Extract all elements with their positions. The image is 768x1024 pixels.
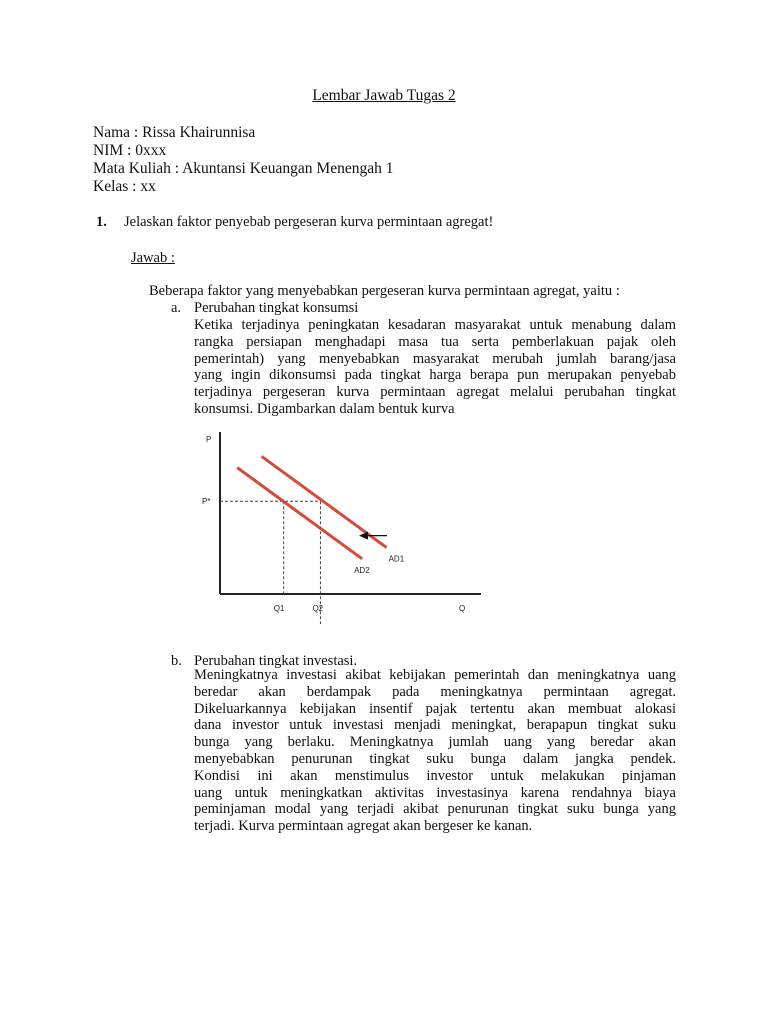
paragraph-line: terjadinya pergeseran kurva permintaan agregat melalui perubahan tingkat [194,384,676,401]
x-tick-label: Q1 [273,604,285,613]
paragraph-line: Meningkatnya investasi akibat kebijakan pemerintah dan meningkatnya uang [194,667,676,683]
item-a-letter: a. [171,300,182,316]
paragraph-line: peminjaman modal yang terjadi akibat penurunan tingkat suku bunga yang [194,801,676,818]
page-title: Lembar Jawab Tugas 2 [312,87,456,104]
paragraph-line: menyebabkan penurunan tingkat suku bunga dalam jangka pendek. [194,750,676,767]
paragraph-line: konsumsi. Digambarkan dalam bentuk kurva [194,400,455,417]
item-b-paragraph [194,667,676,835]
ad2-curve [237,468,362,559]
class-name: Kelas : xx [93,178,156,195]
paragraph-line: rangka persiapan menghadapi masa tua serta pemberlakuan pajak oleh [194,333,676,350]
ad2-label: AD2 [354,565,370,575]
item-b-letter: b. [171,653,182,669]
paragraph-line: uang untuk meningkatkan aktivitas investasinya karena rendahnya biaya [194,784,676,801]
paragraph-line: beredar akan berdampak pada meningkatnya permintaan agregat. [194,683,676,700]
item-a-paragraph [194,317,676,418]
paragraph-line: Dikeluarkannya kebijakan insentif pajak tertentu akan membuat alokasi [194,700,676,717]
paragraph-line: pemerintah) yang menyebabkan masyarakat merubah jumlah barang/jasa [194,350,676,367]
x-tick-label: Q2 [312,604,324,613]
student-nim: NIM : 0xxx [93,142,167,159]
paragraph-line: Kondisi ini akan menstimulus investor untuk melakukan pinjaman [194,767,676,784]
question-number: 1. [96,214,107,230]
ad1-label: AD1 [388,554,405,564]
answer-label: Jawab : [131,250,175,266]
paragraph-line: Ketika terjadinya peningkatan kesadaran masyarakat untuk menabung dalam [194,317,676,333]
question-text: Jelaskan faktor penyebab pergeseran kurva permintaan agregat! [124,214,494,230]
student-info [93,124,393,196]
item-b-title: Perubahan tingkat investasi. [194,653,358,669]
item-a-title: Perubahan tingkat konsumsi [194,300,359,316]
course-name: Mata Kuliah : Akuntansi Keuangan Menengah 1 [93,160,394,177]
y-tick-label: P* [202,497,211,507]
paragraph-line: bunga yang berlaku. Meningkatnya jumlah uang yang beredar akan [194,734,676,751]
aggregate-demand-chart [196,424,496,629]
x-axis-label: Q [459,604,466,613]
paragraph-line: dana investor untuk investasi menjadi meningkat, berapapun tingkat suku [194,717,676,734]
y-axis-label: P [206,435,212,444]
paragraph-line: yang ingin dikonsumsi pada tingkat harga berapa pun merupakan penyebab [194,367,676,384]
answer-intro: Beberapa faktor yang menyebabkan pergeseran kurva permintaan agregat, yaitu : [149,283,620,299]
paragraph-line: terjadi. Kurva permintaan agregat akan bergeser ke kanan. [194,818,533,835]
student-name: Nama : Rissa Khairunnisa [93,124,256,141]
